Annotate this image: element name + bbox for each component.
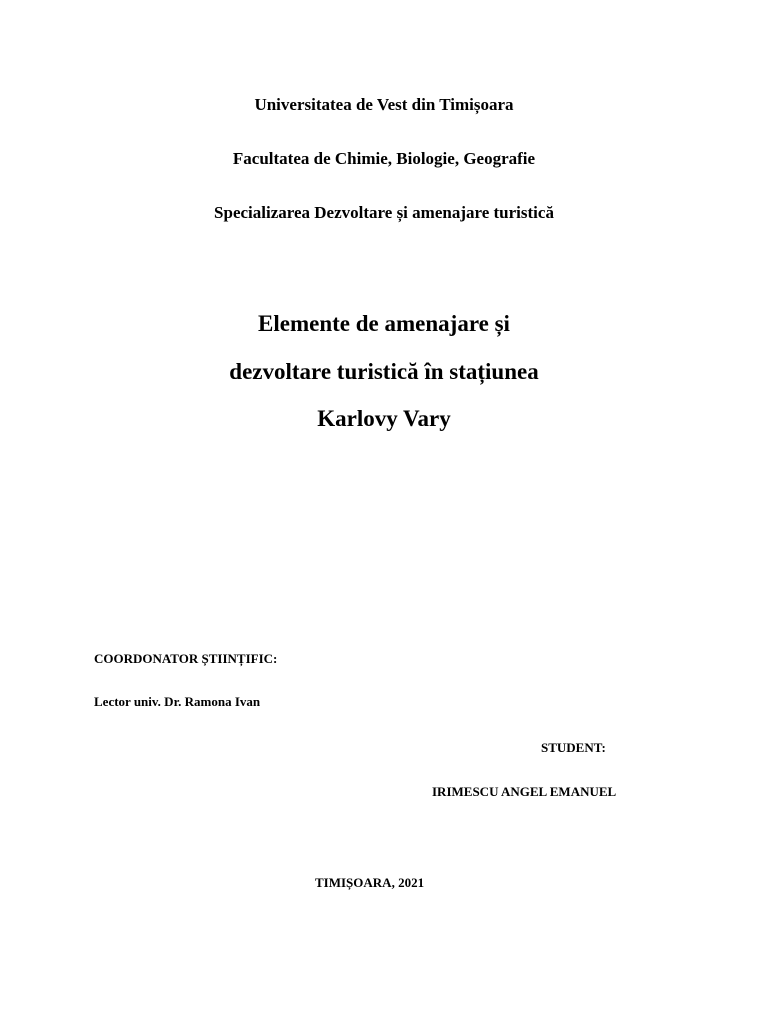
thesis-title-line-3: Karlovy Vary: [317, 406, 451, 431]
faculty-name: Facultatea de Chimie, Biologie, Geografie: [232, 149, 536, 168]
thesis-title-line-1: Elemente de amenajare și: [258, 311, 510, 336]
student-label: STUDENT:: [541, 740, 606, 755]
student-name: IRIMESCU ANGEL EMANUEL: [432, 784, 617, 799]
coordinator-label: COORDONATOR ȘTIINȚIFIC:: [94, 651, 278, 666]
university-name: Universitatea de Vest din Timișoara: [254, 95, 514, 114]
coordinator-name: Lector univ. Dr. Ramona Ivan: [94, 694, 261, 709]
specialization-name: Specializarea Dezvoltare și amenajare turistică: [214, 203, 554, 222]
thesis-title-line-2: dezvoltare turistică în stațiunea: [229, 359, 539, 384]
place-and-year: TIMIȘOARA, 2021: [315, 875, 425, 890]
